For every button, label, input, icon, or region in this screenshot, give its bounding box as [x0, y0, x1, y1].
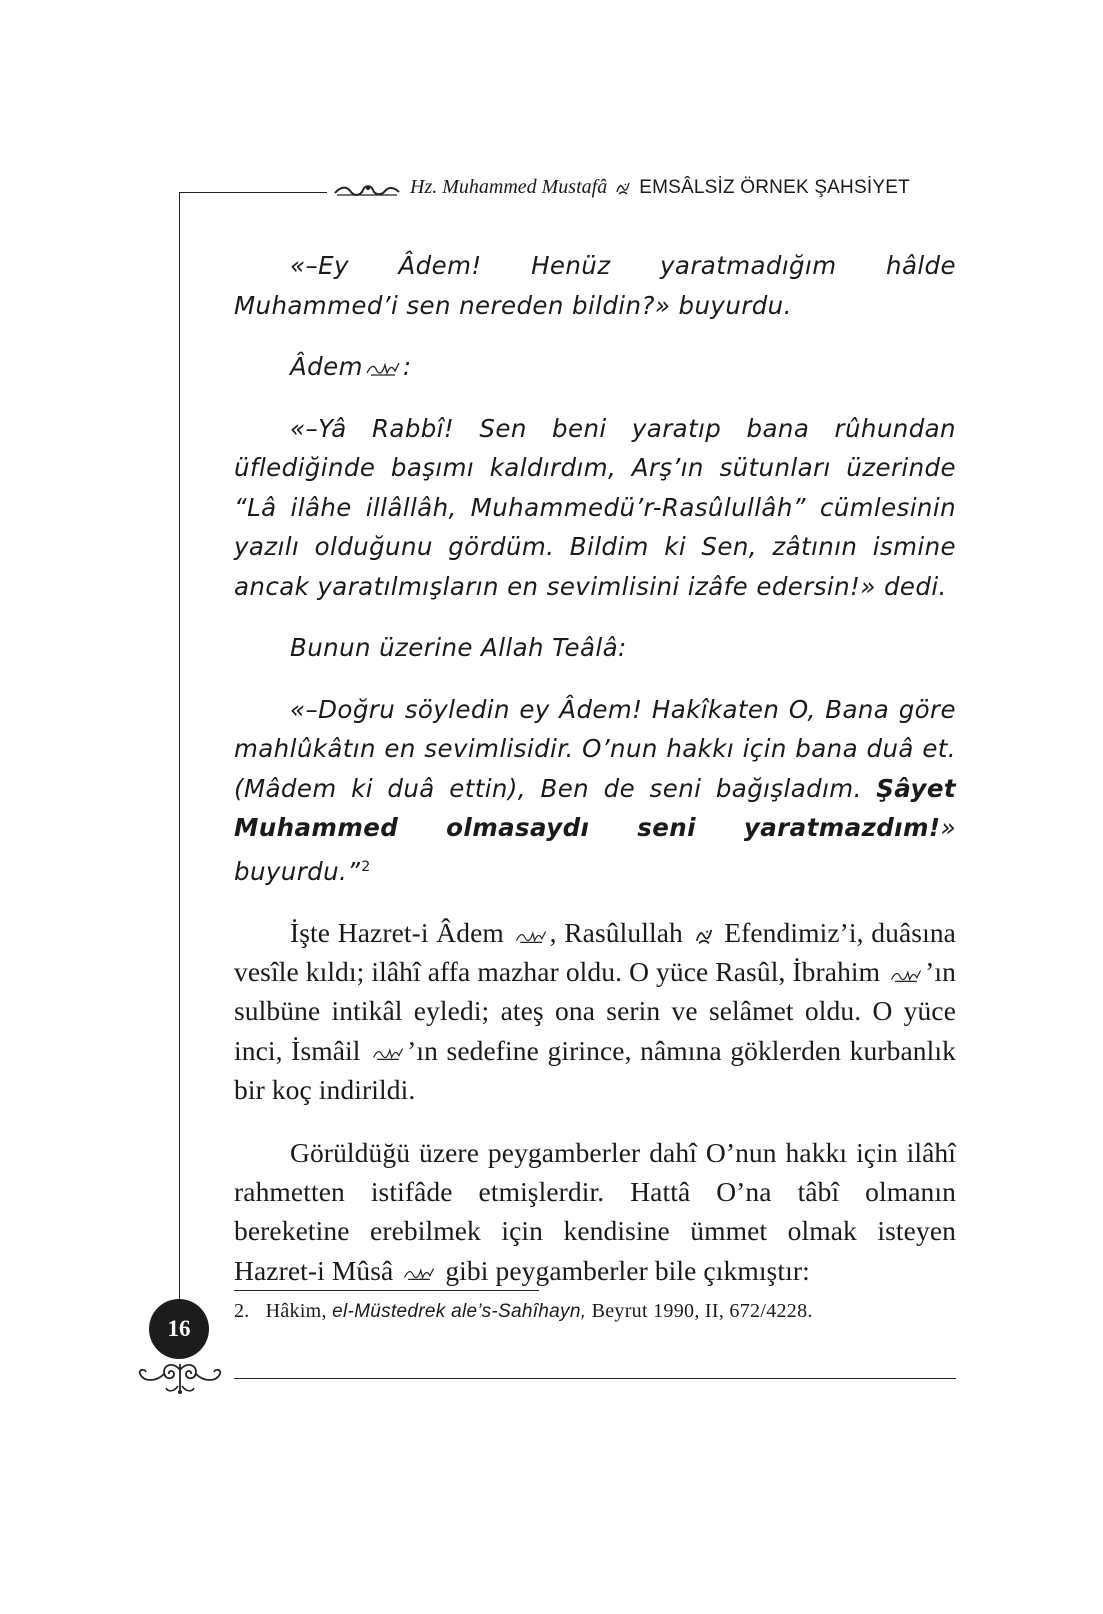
page-number: 16 — [149, 1299, 209, 1359]
quote-text: Âdem — [290, 352, 363, 381]
quote-paragraph — [234, 409, 956, 607]
footnote-text: Hâkim, — [265, 1300, 333, 1322]
body-text: Görüldüğü üzere peygamberler dahî O’nun hakkı için ilâhî rahmetten istifâde etmişlerdir. Hattâ O’na tâbî olmanın bereketine erebilmek için kendisine ümmet olmak isteyen Hazret-i Mûsâ — [234, 1137, 956, 1286]
footnote-reference[interactable]: 2 — [361, 858, 371, 875]
quote-text: «–Doğru söyledin ey Âdem! Hakîkaten O, Bana göre mahlûkâtın en sevimlisidir. O’nun hakkı için bana duâ et. (Mâdem ki duâ ettin), Ben de seni bağışladım. — [234, 694, 956, 803]
arabic-alayhissalam-ligature-icon — [402, 1263, 436, 1283]
footer-rule — [234, 1378, 956, 1379]
arabic-salawat-ligature-icon — [614, 179, 632, 197]
header-title-caps: EMSÂLSİZ ÖRNEK ŞAHSİYET — [639, 177, 910, 198]
header-title-italic: Hz. Muhammed Mustafâ — [410, 176, 608, 198]
arabic-alayhissalam-ligature-icon — [889, 965, 923, 985]
arabic-alayhissalam-ligature-icon — [365, 357, 401, 379]
quote-paragraph — [234, 690, 956, 892]
footnote-rule — [234, 1290, 539, 1291]
quote-text: » buyurdu.” — [234, 813, 956, 886]
footnote-number: 2. — [234, 1300, 250, 1322]
floral-ornament-icon — [134, 1360, 226, 1396]
quote-text: Bunun üzerine Allah Teâlâ: — [290, 633, 627, 662]
footnote-text: Beyrut 1990, II, 672/4228. — [586, 1300, 813, 1322]
arabic-salawat-ligature-icon — [693, 925, 715, 947]
arabic-alayhissalam-ligature-icon — [371, 1043, 405, 1063]
body-text: , Rasûlullah — [549, 917, 683, 948]
footnote-source-title: el-Müstedrek ale’s-Sahîhayn, — [332, 1301, 587, 1322]
body-text: gibi peygamberler bile çıkmıştır: — [438, 1254, 810, 1286]
quote-paragraph — [234, 347, 956, 387]
body-text: Efendimiz’i, duâsına vesîle kıldı; ilâhî affa mazhar oldu. O yüce Rasûl, İbrahim — [234, 917, 956, 988]
quote-paragraph — [234, 628, 956, 668]
running-header — [410, 176, 958, 199]
footnote — [234, 1300, 954, 1323]
quote-paragraph — [234, 246, 956, 325]
quote-bold-text: Şâyet Muhammed olmasaydı seni yaratmazdım! — [234, 773, 956, 842]
body-text: ’ın sedefine girince, nâmına göklerden kurbanlık bir koç indirildi. — [234, 1034, 956, 1105]
arabic-alayhissalam-ligature-icon — [514, 926, 548, 946]
page-body — [234, 246, 956, 1314]
scroll-ornament-icon — [333, 180, 401, 200]
quote-text: : — [402, 352, 412, 381]
body-paragraph — [234, 1133, 956, 1290]
body-paragraph — [234, 913, 956, 1109]
body-text: İşte Hazret-i Âdem — [290, 917, 504, 948]
margin-rule — [179, 192, 180, 1309]
quote-text: «–Ey Âdem! Henüz yaratmadığım hâlde Muhammed’i sen nereden bildin?» buyurdu. — [234, 251, 956, 320]
header-rule — [179, 192, 327, 193]
body-text: ’ın sulbüne intikâl eyledi; ateş ona serin ve selâmet oldu. O yüce inci, İsmâil — [234, 956, 956, 1066]
quote-text: «–Yâ Rabbî! Sen beni yaratıp bana rûhundan üflediğinde başımı kaldırdım, Arş’ın sütunları üzerinde “Lâ ilâhe illâllâh, Muhammedü’r-Rasûlullâh” cümlesinin yazılı olduğunu gördüm. Bildim ki Sen, zâtının ismine ancak yaratılmışların en sevimlisini izâfe edersin!» dedi. — [234, 413, 956, 601]
